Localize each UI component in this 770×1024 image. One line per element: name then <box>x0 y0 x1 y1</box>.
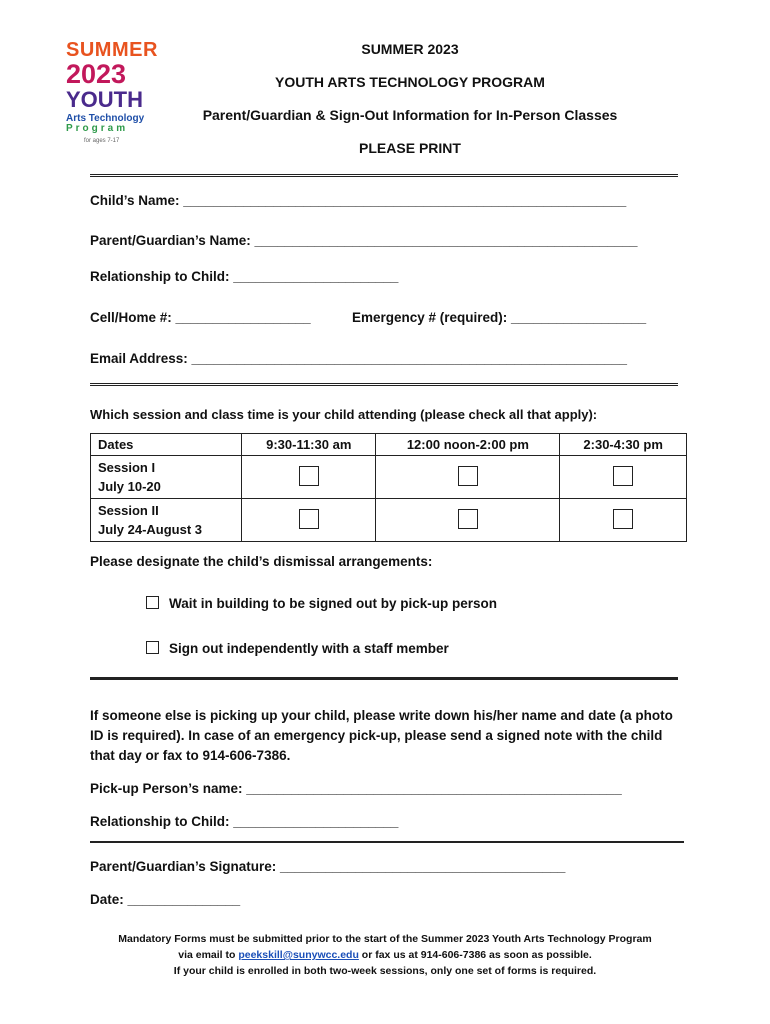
session-1-name: Session I <box>98 460 156 475</box>
wait-checkbox[interactable] <box>146 596 159 609</box>
col-morning: 9:30-11:30 am <box>242 434 376 456</box>
dismissal-option-independent[interactable] <box>146 641 449 656</box>
logo-summer: SUMMER <box>66 39 158 61</box>
dismissal-option-wait[interactable] <box>146 596 497 611</box>
session-1-label <box>91 456 242 499</box>
table-row <box>91 499 687 542</box>
session-table <box>90 433 687 542</box>
col-dates: Dates <box>91 434 242 456</box>
session-table-header <box>91 434 687 456</box>
header-please-print: PLEASE PRINT <box>359 140 461 156</box>
col-noon: 12:00 noon-2:00 pm <box>376 434 560 456</box>
child-name-field[interactable]: Child’s Name: ___________________________________________________________ <box>90 193 627 208</box>
header-divider <box>90 174 678 177</box>
pickup-relationship-field[interactable]: Relationship to Child: ______________________ <box>90 814 399 829</box>
dismissal-divider <box>90 677 678 680</box>
logo-arts-technology: Arts Technology <box>66 113 145 124</box>
independent-checkbox[interactable] <box>146 641 159 654</box>
session-2-afternoon-checkbox[interactable] <box>613 509 633 529</box>
session-2-noon-checkbox[interactable] <box>458 509 478 529</box>
wait-label: Wait in building to be signed out by pick-up person <box>169 596 497 611</box>
session-2-label <box>91 499 242 542</box>
session-1-dates: July 10-20 <box>98 479 161 494</box>
logo-year: 2023 <box>66 59 127 89</box>
session-question: Which session and class time is your child attending (please check all that apply): <box>90 407 598 422</box>
dismissal-heading: Please designate the child’s dismissal arrangements: <box>90 554 433 569</box>
email-link[interactable]: peekskill@sunywcc.edu <box>238 949 359 961</box>
pickup-divider <box>90 841 684 843</box>
session-1-afternoon-checkbox[interactable] <box>613 466 633 486</box>
logo-youth: YOUTH <box>66 87 143 112</box>
session-1-morning-checkbox[interactable] <box>299 466 319 486</box>
logo-program: Program <box>66 123 129 134</box>
session-2-morning-checkbox[interactable] <box>299 509 319 529</box>
contact-divider <box>90 383 678 386</box>
emergency-number-field[interactable]: Emergency # (required): __________________ <box>352 310 647 325</box>
footer-line-3: If your child is enrolled in both two-week sessions, only one set of forms is required. <box>173 965 597 977</box>
pickup-instructions: If someone else is picking up your child, please write down his/her name and date (a photo ID is required). In case of an emergency pick-up, please send a signed note with the child that day or fax to 914-606-7386. <box>90 708 673 763</box>
header-season: SUMMER 2023 <box>361 41 459 57</box>
footer-notice <box>80 931 690 979</box>
footer-line-2: via email to peekskill@sunywcc.edu or fax us at 914-606-7386 as soon as possible. <box>178 949 592 961</box>
independent-label: Sign out independently with a staff member <box>169 641 449 656</box>
pickup-person-field[interactable]: Pick-up Person’s name: __________________________________________________ <box>90 781 622 796</box>
header-form-title: Parent/Guardian & Sign-Out Information for In-Person Classes <box>202 107 618 123</box>
cell-home-field[interactable]: Cell/Home #: __________________ <box>90 310 311 325</box>
col-afternoon: 2:30-4:30 pm <box>560 434 687 456</box>
footer-line-1: Mandatory Forms must be submitted prior to the start of the Summer 2023 Youth Arts Technology Program <box>118 933 652 945</box>
session-2-dates: July 24-August 3 <box>98 522 203 537</box>
session-1-noon-checkbox[interactable] <box>458 466 478 486</box>
logo-ages: for ages 7-17 <box>84 138 120 144</box>
relationship-field[interactable]: Relationship to Child: ______________________ <box>90 269 399 284</box>
header-program-title: YOUTH ARTS TECHNOLOGY PROGRAM <box>275 74 545 90</box>
table-row <box>91 456 687 499</box>
signature-field[interactable]: Parent/Guardian’s Signature: ______________________________________ <box>90 859 566 874</box>
date-field[interactable]: Date: _______________ <box>90 892 241 907</box>
email-field[interactable]: Email Address: __________________________________________________________ <box>90 351 628 366</box>
guardian-name-field[interactable]: Parent/Guardian’s Name: ___________________________________________________ <box>90 233 638 248</box>
session-2-name: Session II <box>98 503 159 518</box>
